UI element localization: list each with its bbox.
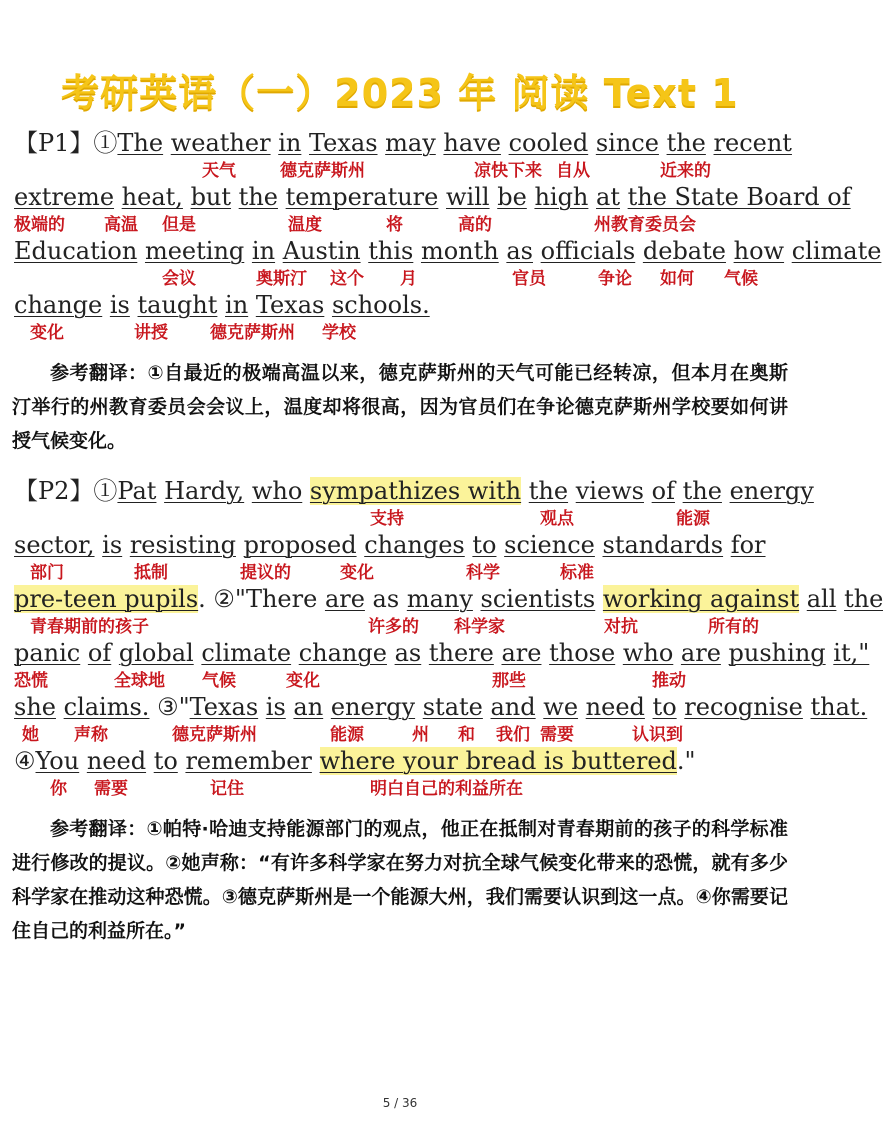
word: state xyxy=(422,693,483,721)
space xyxy=(291,639,299,667)
space xyxy=(721,639,729,667)
space xyxy=(521,477,529,505)
gloss: 气候 xyxy=(202,671,236,691)
space xyxy=(122,531,130,559)
word: an xyxy=(293,693,324,721)
space xyxy=(244,477,252,505)
word: You xyxy=(35,747,80,775)
word: need xyxy=(86,747,147,775)
space xyxy=(323,693,331,721)
space xyxy=(620,183,628,211)
translation-text: 参考翻译：①帕特·哈迪支持能源部门的观点，他正在抵制对青春期前的孩子的科学标准进行修改的提议。②她声称：“有许多科学家在努力对抗全球气候变化带来的恐慌，就有多少科学家在推动这种恐慌。③德克萨斯州是一个能源大州，我们需要认识到这一点。④你需要记住自己的利益所在。” xyxy=(12,818,788,942)
p2-line-3 xyxy=(14,584,883,614)
gloss: 高的 xyxy=(458,215,492,235)
word: as xyxy=(364,585,407,613)
punct: ." xyxy=(676,747,696,775)
word: views xyxy=(575,477,644,505)
page-title: 考研英语（一）2023 年 阅读 Text 1 xyxy=(61,71,739,115)
space xyxy=(275,237,283,265)
word: those xyxy=(549,639,616,667)
gloss: 记住 xyxy=(210,779,244,799)
gloss: 明白自己的利益所在 xyxy=(370,779,523,799)
gloss: 支持 xyxy=(370,509,404,529)
word: to xyxy=(652,693,677,721)
space xyxy=(644,477,652,505)
word: recognise xyxy=(684,693,803,721)
word: the State Board of xyxy=(627,183,851,211)
gloss: 近来的 xyxy=(660,161,711,181)
word: we xyxy=(543,693,579,721)
word: Hardy, xyxy=(164,477,245,505)
space xyxy=(130,291,138,319)
word: schools. xyxy=(331,291,430,319)
gloss: 极端的 xyxy=(14,215,65,235)
word: ③" xyxy=(149,693,190,721)
word: who xyxy=(251,477,303,505)
word: but xyxy=(190,183,232,211)
space xyxy=(645,693,653,721)
highlighted-phrase: working against xyxy=(602,585,800,613)
word: in xyxy=(225,291,249,319)
space xyxy=(137,237,145,265)
gloss: 青春期前的孩子 xyxy=(30,617,149,637)
space xyxy=(659,129,667,157)
word: resisting xyxy=(129,531,236,559)
word: in xyxy=(251,237,276,265)
space xyxy=(568,477,576,505)
space xyxy=(183,183,191,211)
punct: . xyxy=(198,585,206,613)
word: how xyxy=(733,237,785,265)
gloss: 高温 xyxy=(104,215,138,235)
gloss: 州教育委员会 xyxy=(594,215,696,235)
space xyxy=(635,237,643,265)
gloss: 提议的 xyxy=(240,563,291,583)
gloss: 科学家 xyxy=(454,617,505,637)
gloss: 观点 xyxy=(540,509,574,529)
space xyxy=(163,129,171,157)
space xyxy=(595,585,603,613)
word: be xyxy=(497,183,527,211)
space xyxy=(578,693,586,721)
gloss: 官员 xyxy=(512,269,546,289)
space xyxy=(675,477,683,505)
word: pushing xyxy=(728,639,826,667)
word: scientists xyxy=(480,585,596,613)
gloss: 讲授 xyxy=(134,323,168,343)
space xyxy=(244,237,252,265)
word: have xyxy=(443,129,501,157)
word: change xyxy=(14,291,103,319)
gloss: 会议 xyxy=(162,269,196,289)
p1-line-3 xyxy=(14,236,881,266)
p2-line-2 xyxy=(14,530,766,560)
space xyxy=(312,747,320,775)
word: that. xyxy=(810,693,868,721)
space xyxy=(248,291,256,319)
word: who xyxy=(622,639,674,667)
word: climate xyxy=(201,639,292,667)
gloss: 能源 xyxy=(330,725,364,745)
gloss: 天气 xyxy=(202,161,236,181)
word: Austin xyxy=(282,237,361,265)
space xyxy=(723,531,731,559)
space xyxy=(784,237,792,265)
space xyxy=(473,585,481,613)
gloss: 奥斯汀 xyxy=(256,269,307,289)
p2-line-1 xyxy=(14,476,814,506)
word: all xyxy=(806,585,837,613)
space xyxy=(79,747,87,775)
p1-label: 【P1】① xyxy=(14,129,118,157)
space xyxy=(673,639,681,667)
gloss: 变化 xyxy=(30,323,64,343)
space xyxy=(56,693,64,721)
space xyxy=(111,639,119,667)
translation-text: 参考翻译：①自最近的极端高温以来，德克萨斯州的天气可能已经转凉，但本月在奥斯汀举行的州教育委员会会议上，温度却将很高，因为官员们在争论德克萨斯州学校要如何讲授气候变化。 xyxy=(12,362,788,452)
word: cooled xyxy=(508,129,589,157)
sentence-number: ④ xyxy=(14,747,36,775)
word: this xyxy=(368,237,414,265)
space xyxy=(258,693,266,721)
word: month xyxy=(420,237,499,265)
space xyxy=(588,183,596,211)
word: sector, xyxy=(14,531,95,559)
gloss: 凉快下来 xyxy=(474,161,542,181)
space xyxy=(595,531,603,559)
word: energy xyxy=(330,693,416,721)
gloss: 她 xyxy=(22,725,39,745)
space xyxy=(102,291,110,319)
gloss: 那些 xyxy=(492,671,526,691)
gloss: 部门 xyxy=(30,563,64,583)
space xyxy=(726,237,734,265)
space xyxy=(231,183,239,211)
word: meeting xyxy=(144,237,245,265)
word: changes xyxy=(364,531,465,559)
space xyxy=(413,237,421,265)
word: are xyxy=(324,585,365,613)
word: Education xyxy=(14,237,138,265)
space xyxy=(146,747,154,775)
word: of xyxy=(651,477,675,505)
word: The xyxy=(117,129,164,157)
gloss: 标准 xyxy=(560,563,594,583)
gloss: 但是 xyxy=(162,215,196,235)
word: Pat xyxy=(117,477,157,505)
space xyxy=(483,693,491,721)
p2-translation xyxy=(12,812,788,948)
p1-line-1 xyxy=(14,128,792,158)
space xyxy=(378,129,386,157)
word: she xyxy=(14,693,56,721)
word: energy xyxy=(729,477,814,505)
word: climate xyxy=(791,237,882,265)
space xyxy=(217,291,225,319)
word: is xyxy=(102,531,123,559)
word: and xyxy=(490,693,536,721)
p2-line-5 xyxy=(14,692,867,722)
p1-line-4 xyxy=(14,290,430,320)
gloss: 变化 xyxy=(340,563,374,583)
gloss: 你 xyxy=(50,779,67,799)
word: the xyxy=(682,477,722,505)
word: need xyxy=(585,693,645,721)
gloss: 能源 xyxy=(676,509,710,529)
gloss: 推动 xyxy=(652,671,686,691)
word: may xyxy=(385,129,436,157)
word: remember xyxy=(185,747,312,775)
word: since xyxy=(595,129,659,157)
p2-line-4 xyxy=(14,638,869,668)
space xyxy=(278,183,286,211)
word: to xyxy=(153,747,178,775)
word: taught xyxy=(137,291,218,319)
gloss: 我们 xyxy=(496,725,530,745)
space xyxy=(80,639,88,667)
word: as xyxy=(394,639,422,667)
space xyxy=(706,129,714,157)
gloss: 变化 xyxy=(286,671,320,691)
page-number: 5 / 36 xyxy=(382,1096,418,1110)
space xyxy=(156,477,164,505)
space xyxy=(836,585,844,613)
gloss: 德克萨斯州 xyxy=(172,725,257,745)
word: to xyxy=(472,531,497,559)
word: the xyxy=(666,129,706,157)
gloss: 争论 xyxy=(598,269,632,289)
space xyxy=(722,477,730,505)
gloss: 抵制 xyxy=(134,563,168,583)
space xyxy=(501,129,509,157)
word: weather xyxy=(170,129,271,157)
word: extreme xyxy=(14,183,115,211)
word: is xyxy=(109,291,130,319)
word: standards xyxy=(602,531,724,559)
p2-line-6 xyxy=(14,746,696,776)
word: heat, xyxy=(121,183,183,211)
gloss: 德克萨斯州 xyxy=(210,323,295,343)
word: of xyxy=(87,639,112,667)
word: are xyxy=(680,639,721,667)
word: at xyxy=(596,183,620,211)
word: Texas xyxy=(255,291,325,319)
p2-label: 【P2】① xyxy=(14,477,118,505)
gloss: 需要 xyxy=(94,779,128,799)
highlighted-phrase: where your bread is buttered xyxy=(319,747,677,775)
space xyxy=(301,129,309,157)
space xyxy=(421,639,429,667)
word: temperature xyxy=(285,183,439,211)
word: recent xyxy=(713,129,792,157)
gloss: 将 xyxy=(386,215,403,235)
space xyxy=(236,531,244,559)
word: proposed xyxy=(243,531,357,559)
gloss: 科学 xyxy=(466,563,500,583)
gloss: 如何 xyxy=(660,269,694,289)
word: the xyxy=(844,585,883,613)
word: panic xyxy=(14,639,81,667)
word: Texas xyxy=(189,693,259,721)
gloss: 恐慌 xyxy=(14,671,48,691)
gloss: 声称 xyxy=(74,725,108,745)
word: there xyxy=(428,639,494,667)
word: global xyxy=(118,639,194,667)
word: for xyxy=(730,531,766,559)
gloss: 月 xyxy=(400,269,417,289)
highlighted-phrase: pre-teen pupils xyxy=(14,585,199,613)
word: ②"There xyxy=(205,585,325,613)
space xyxy=(799,585,807,613)
gloss: 需要 xyxy=(540,725,574,745)
space xyxy=(541,639,549,667)
gloss: 许多的 xyxy=(368,617,419,637)
word: change xyxy=(298,639,387,667)
space xyxy=(615,639,623,667)
space xyxy=(387,639,395,667)
space xyxy=(803,693,811,721)
space xyxy=(302,477,310,505)
space xyxy=(496,531,504,559)
space xyxy=(438,183,446,211)
p1-translation xyxy=(12,356,788,458)
word: claims. xyxy=(63,693,150,721)
word: Texas xyxy=(309,129,378,157)
gloss: 全球地 xyxy=(114,671,165,691)
word: debate xyxy=(642,237,726,265)
gloss: 和 xyxy=(458,725,475,745)
gloss: 州 xyxy=(412,725,429,745)
space xyxy=(588,129,596,157)
gloss: 这个 xyxy=(330,269,364,289)
gloss: 温度 xyxy=(288,215,322,235)
gloss: 对抗 xyxy=(604,617,638,637)
space xyxy=(114,183,122,211)
word: as xyxy=(506,237,533,265)
space xyxy=(533,237,541,265)
word: the xyxy=(238,183,278,211)
p1-line-2 xyxy=(14,182,851,212)
word: the xyxy=(528,477,569,505)
word: it," xyxy=(833,639,870,667)
word: high xyxy=(534,183,589,211)
word: in xyxy=(278,129,302,157)
word: will xyxy=(446,183,490,211)
gloss: 德克萨斯州 xyxy=(280,161,365,181)
gloss: 学校 xyxy=(322,323,356,343)
space xyxy=(415,693,423,721)
highlighted-phrase: sympathizes with xyxy=(309,477,522,505)
word: are xyxy=(501,639,542,667)
word: science xyxy=(504,531,595,559)
word: many xyxy=(406,585,473,613)
gloss: 所有的 xyxy=(708,617,759,637)
gloss: 气候 xyxy=(724,269,758,289)
gloss: 自从 xyxy=(556,161,590,181)
word: is xyxy=(265,693,286,721)
word: officials xyxy=(540,237,636,265)
space xyxy=(324,291,332,319)
gloss: 认识到 xyxy=(632,725,683,745)
